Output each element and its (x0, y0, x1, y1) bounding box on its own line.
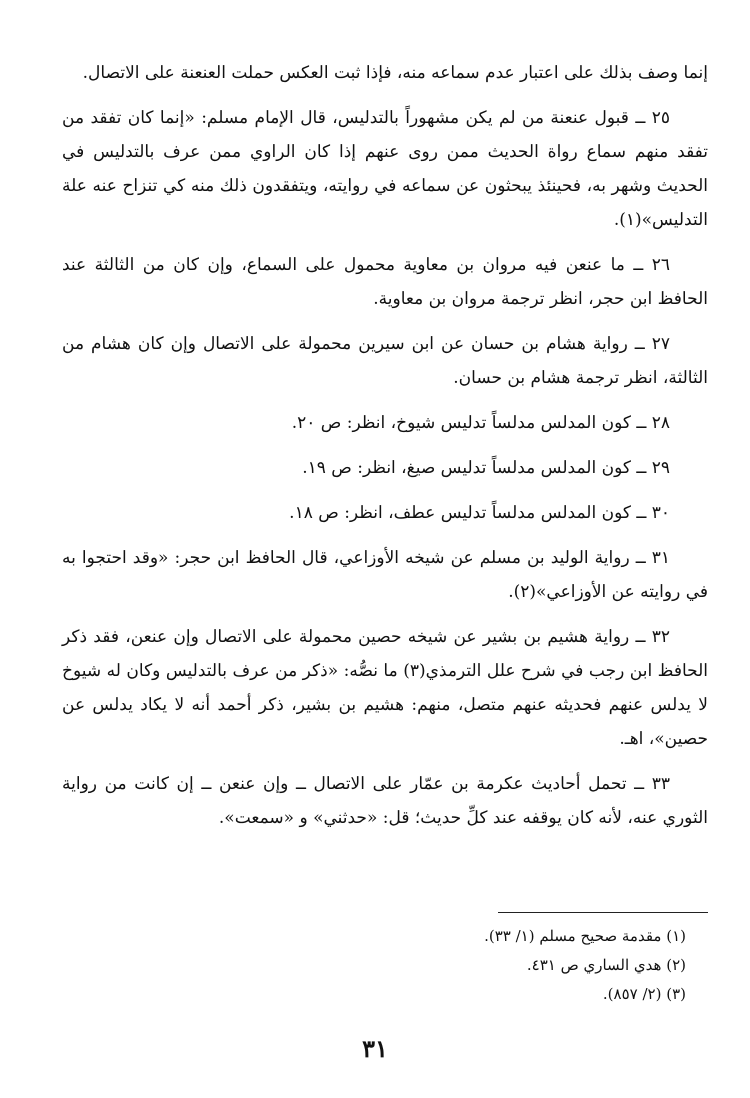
paragraph-28: ٢٨ ــ كون المدلس مدلساً تدليس شيوخ، انظر: ص ٢٠. (291, 413, 670, 433)
page-number: ٣١ (362, 1034, 388, 1063)
footnote-1: (١) مقدمة صحيح مسلم (١/ ٣٣). (484, 927, 686, 945)
paragraph-29: ٢٩ ــ كون المدلس مدلساً تدليس صيغ، انظر: ص ١٩. (302, 458, 670, 478)
paragraph-31: ٣١ ــ رواية الوليد بن مسلم عن شيخه الأوزاعي، قال الحافظ ابن حجر: «وقد احتجوا به في روايته عن الأوزاعي»(٢). (62, 548, 708, 602)
paragraph-continuation: إنما وصف بذلك على اعتبار عدم سماعه منه، فإذا ثبت العكس حملت العنعنة على الاتصال. (82, 63, 708, 83)
paragraph-33: ٣٣ ــ تحمل أحاديث عكرمة بن عمّار على الاتصال ــ وإن عنعن ــ إن كانت من رواية الثوري عنه، لأنه كان يوقفه عند كلِّ حديث؛ قل: «حدثني» و «سمعت». (62, 774, 708, 828)
paragraph-26: ٢٦ ــ ما عنعن فيه مروان بن معاوية محمول على السماع، وإن كان من الثالثة عند الحافظ ابن حجر، انظر ترجمة مروان بن معاوية. (62, 255, 708, 309)
paragraph-30: ٣٠ ــ كون المدلس مدلساً تدليس عطف، انظر: ص ١٨. (289, 503, 670, 523)
paragraph-32: ٣٢ ــ رواية هشيم بن بشير عن شيخه حصين محمولة على الاتصال وإن عنعن، فقد ذكر الحافظ ابن رجب في شرح علل الترمذي(٣) ما نصُّه: «ذكر من عرف بالتدليس وكان له شيوخ لا يدلس عنهم فحديثه عنهم متصل، منهم: هشيم بن بشير، ذكر أحمد أنه لا يكاد يدلس عن حصين»، اهـ. (62, 627, 708, 749)
paragraph-27: ٢٧ ــ رواية هشام بن حسان عن ابن سيرين محمولة على الاتصال وإن كان هشام من الثالثة، انظر ترجمة هشام بن حسان. (62, 334, 708, 388)
paragraph-25: ٢٥ ــ قبول عنعنة من لم يكن مشهوراً بالتدليس، قال الإمام مسلم: «إنما كان تفقد من تفقد منهم سماع رواة الحديث ممن روى عنهم إذا كان الراوي ممن عرف بالتدليس في الحديث وشهر به، فحينئذ يبحثون عن سماعه في روايته، ويتفقدون ذلك منه كي تنزاح عنه علة التدليس»(١). (62, 108, 708, 230)
footnote-2: (٢) هدي الساري ص ٤٣١. (526, 956, 686, 974)
footnotes (484, 922, 686, 1009)
footnotes-divider (498, 912, 708, 913)
footnote-3: (٣) (٢/ ٨٥٧). (602, 985, 686, 1003)
